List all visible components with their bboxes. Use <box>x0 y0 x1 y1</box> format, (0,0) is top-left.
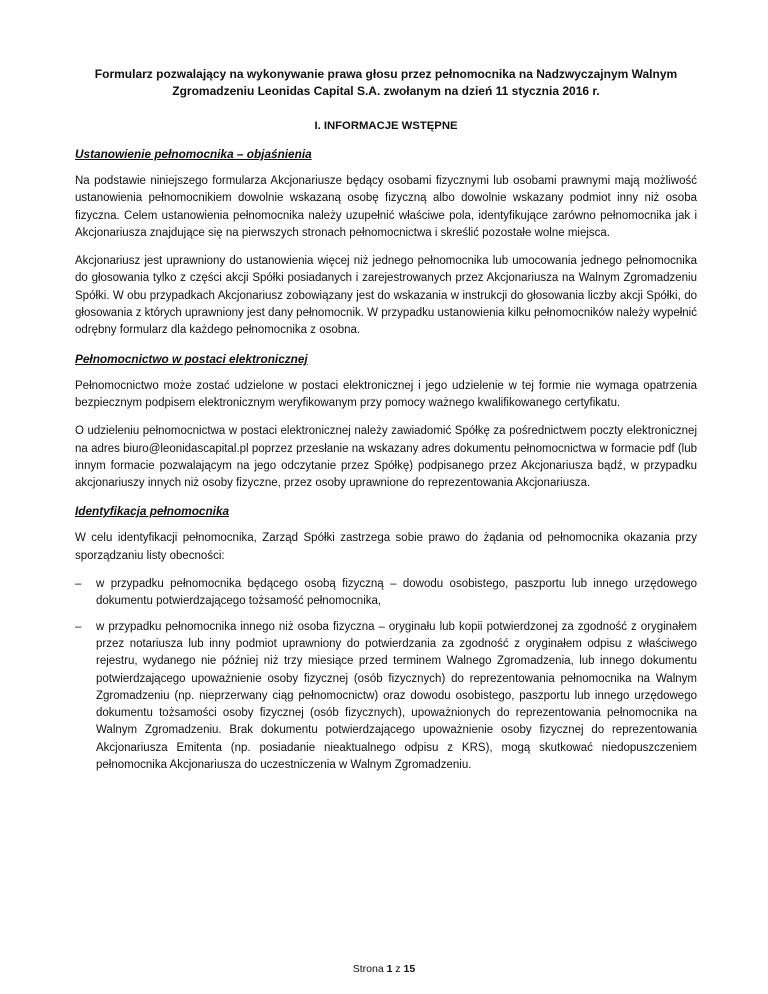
list-item <box>75 576 697 611</box>
dash-bullet: – <box>75 620 82 633</box>
footer-sep: z <box>395 963 401 975</box>
section-title: I. INFORMACJE WSTĘPNE <box>314 120 458 132</box>
title-line-1: Formularz pozwalający na wykonywanie prawa głosu przez pełnomocnika na Nadzwyczajnym Walnym <box>94 67 678 81</box>
document-list <box>75 576 697 774</box>
paragraph: W celu identyfikacji pełnomocnika, Zarząd Spółki zastrzega sobie prawo do żądania od pełnomocnika okazania przy sporządzaniu listy obecności: <box>75 532 697 562</box>
list-item-text: w przypadku pełnomocnika będącego osobą fizyczną – dowodu osobistego, paszportu lub innego urzędowego dokumentu potwierdzającego tożsamość pełnomocnika, <box>96 578 697 608</box>
subsection-heading-elektroniczne: Pełnomocnictwo w postaci elektronicznej <box>75 351 308 366</box>
footer-page-total: 15 <box>403 963 416 975</box>
list-item-text: w przypadku pełnomocnika innego niż osoba fizyczna – oryginału lub kopii potwierdzonej za zgodność z oryginałem przez notariusza lub inny podmiot uprawniony do potwierdzania za zgodność z oryginałem odpisu z właściwego rejestru, wydanego nie później niż trzy miesiące przed terminem Walnego Zgromadzenia, lub innego dokumentu potwierdzającego upoważnienie osoby fizycznej (osób fizycznych) do reprezentowania pełnomocnika na Walnym Zgromadzeniu (np. nieprzerwany ciąg pełnomocnictw) oraz dowodu osobistego, paszportu lub innego urzędowego dokumentu tożsamości osoby fizycznej (osób fizycznych), upoważnionych do reprezentowania pełnomocnika na Walnym Zgromadzeniu. Brak dokumentu potwierdzającego upoważnienie osoby fizycznej do reprezentowania Akcjonariusza Emitenta (np. posiadanie nieaktualnego odpisu z KRS), mogą skutkować niedopuszczeniem pełnomocnika Akcjonariusza do uczestniczenia w Walnym Zgromadzeniu. <box>96 620 697 772</box>
page-footer <box>0 963 768 975</box>
dash-bullet: – <box>75 578 82 591</box>
paragraph: O udzieleniu pełnomocnictwa w postaci elektronicznej należy zawiadomić Spółkę za pośrednictwem poczty elektronicznej na adres biuro@leonidascapital.pl poprzez przesłanie na wskazany adres dokumentu pełnomocnictwa w formacie pdf (lub innym formacie pozwalającym na jego odczytanie przez Spółkę) podpisanego przez Akcjonariusza bądź, w przypadku akcjonariuszy innych niż osoby fizyczne, przez osoby uprawnione do reprezentowania Akcjonariusza. <box>75 425 697 490</box>
subsection-heading-identyfikacja: Identyfikacja pełnomocnika <box>75 504 230 519</box>
paragraph: Na podstawie niniejszego formularza Akcjonariusze będący osobami fizycznymi lub osobami prawnymi mają możliwość ustanowienia pełnomocnikiem dowolnie wskazaną osobę fizyczną albo dowolnie wskazany podmiot inny niż osoba fizyczna. Celem ustanowienia pełnomocnika należy uzupełnić właściwe pola, identyfikujące zarówno pełnomocnika jak i Akcjonariusza znajdujące się na pierwszych stronach pełnomocnictwa i skreślić pozostałe wolne miejsca. <box>75 175 697 239</box>
title-line-2: Zgromadzeniu Leonidas Capital S.A. zwołanym na dzień 11 stycznia 2016 r. <box>172 84 600 98</box>
subsection-heading-ustanowienie: Ustanowienie pełnomocnika – objaśnienia <box>75 147 312 161</box>
footer-label: Strona <box>352 963 384 975</box>
paragraph: Akcjonariusz jest uprawniony do ustanowienia więcej niż jednego pełnomocnika lub umocowania jednego pełnomocnika do głosowania tylko z części akcji Spółki posiadanych i zarejestrowanych przez Akcjonariusza na Walnym Zgromadzeniu Spółki. W obu przypadkach Akcjonariusz zobowiązany jest do wskazania w instrukcji do głosowania liczby akcji Spółki, do głosowania z których uprawniony jest dany pełnomocnik. W przypadku ustanowienia kilku pełnomocników należy wypełnić odrębny formularz dla każdego pełnomocnika z osobna. <box>75 255 697 337</box>
document-title <box>75 66 697 100</box>
paragraph: Pełnomocnictwo może zostać udzielone w postaci elektronicznej i jego udzielenie w tej formie nie wymaga opatrzenia bezpiecznym podpisem elektronicznym weryfikowanym przy pomocy ważnego kwalifikowanego certyfikatu. <box>75 379 697 409</box>
list-item <box>75 619 697 775</box>
footer-page-number: 1 <box>386 963 393 975</box>
document-page <box>75 66 697 782</box>
